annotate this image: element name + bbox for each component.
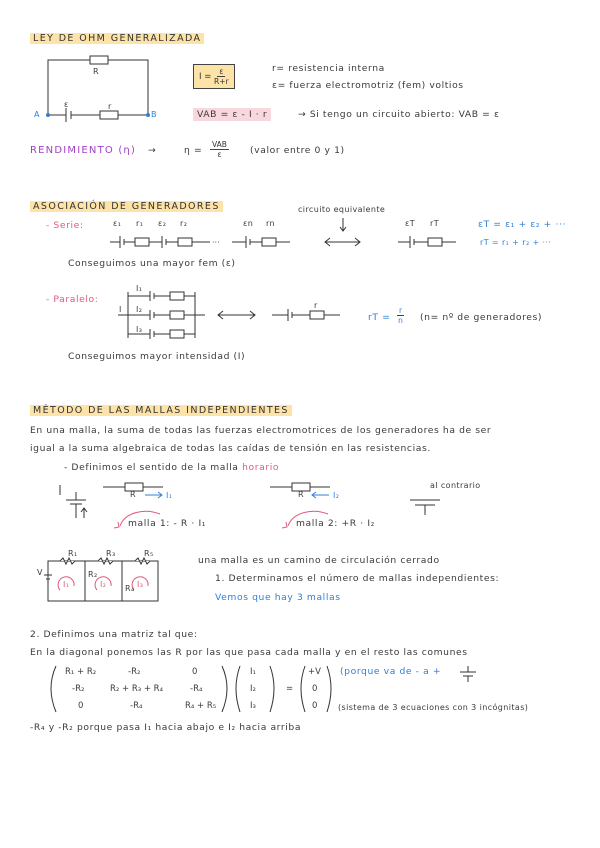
circ-R1: R₁ xyxy=(68,549,78,558)
sistema-note: (sistema de 3 ecuaciones con 3 incógnitas) xyxy=(338,703,529,712)
camino-definition: una malla es un camino de circulación cerrado xyxy=(198,555,440,566)
vector-V2: 0 xyxy=(312,684,318,694)
matrix-equals: = xyxy=(286,684,294,694)
vector-V1: +V xyxy=(308,667,321,677)
rendimiento-fraction xyxy=(210,140,229,159)
malla2-R-label: R xyxy=(298,490,304,499)
circ-I2: I₂ xyxy=(100,580,107,589)
par-eq-num: r xyxy=(399,306,403,315)
serie-e1: ε₁ xyxy=(113,219,122,228)
circ-R4: R₄ xyxy=(125,584,135,593)
resistor-R-label: R xyxy=(93,67,99,76)
matrix-r2c2: R₂ + R₃ + R₄ xyxy=(110,684,163,694)
ohm-formula-box xyxy=(193,64,235,89)
rendimiento-arrow: → xyxy=(148,145,157,156)
final-note: -R₄ y -R₂ porque pasa I₁ hacia abajo e I₂ hacia arriba xyxy=(30,722,302,733)
par-eq: rT = xyxy=(368,312,391,323)
section-title-mallas: MÉTODO DE LAS MALLAS INDEPENDIENTES xyxy=(30,405,292,416)
circ-R5: R₅ xyxy=(144,549,154,558)
par-I2: I₂ xyxy=(136,305,143,314)
par-I1: I₁ xyxy=(136,284,143,293)
vector-I3: I₃ xyxy=(250,701,256,711)
serie-rn: rn xyxy=(266,219,276,228)
eq-r-total: rT = r₁ + r₂ + ··· xyxy=(480,238,552,247)
paralelo-label: - Paralelo: xyxy=(46,294,99,305)
formula-denominator: R+r xyxy=(214,77,229,86)
vab-note: → Si tengo un circuito abierto: VAB = ε xyxy=(298,109,500,120)
paragraph-line2: igual a la suma algebraica de todas las caídas de tensión en las resistencias. xyxy=(30,443,431,454)
rendimiento-label: RENDIMIENTO (η) xyxy=(30,145,137,156)
def-internal-resistance: r= resistencia interna xyxy=(272,63,385,74)
malla1-R-label: R xyxy=(130,490,136,499)
porque-note: (porque va de - a + xyxy=(340,666,442,677)
step2-text: 2. Definimos una matriz tal que: xyxy=(30,629,198,640)
matrix-r3c3: R₄ + R₅ xyxy=(185,701,217,711)
serie-r1: r₁ xyxy=(136,219,144,228)
serie-r2: r₂ xyxy=(180,219,188,228)
serie-en: εn xyxy=(243,219,254,228)
circ-I1: I₁ xyxy=(63,580,70,589)
malla2-eq: malla 2: +R · I₂ xyxy=(296,518,375,529)
equiv-label: circuito equivalente xyxy=(298,205,386,214)
rendimiento-note: (valor entre 0 y 1) xyxy=(250,145,345,156)
formula-numerator: ε xyxy=(219,67,224,76)
svg-text:···: ··· xyxy=(212,238,220,247)
rend-denominator: ε xyxy=(217,150,222,159)
par-eq-fraction xyxy=(397,306,404,325)
matrix-r3c2: -R₄ xyxy=(130,701,143,711)
step-define-direction xyxy=(64,462,279,473)
eq-emf-total: εT = ε₁ + ε₂ + ··· xyxy=(478,219,567,230)
par-r: r xyxy=(314,301,318,310)
serie-result: Conseguimos una mayor fem (ε) xyxy=(68,258,236,269)
equiv-rT: rT xyxy=(430,219,439,228)
par-I3: I₃ xyxy=(136,325,143,334)
section-title-ohm: LEY DE OHM GENERALIZADA xyxy=(30,33,204,44)
serie-label: - Serie: xyxy=(46,220,84,231)
diagonal-note: En la diagonal ponemos las R por las que pasa cada malla y en el resto las comunes xyxy=(30,647,468,658)
step1-text: 1. Determinamos el número de mallas independientes: xyxy=(215,573,500,584)
step1-result: Vemos que hay 3 mallas xyxy=(215,592,341,603)
emf-label: ε xyxy=(64,100,69,109)
matrix-r3c1: 0 xyxy=(78,701,84,711)
section-title-asociacion: ASOCIACIÓN DE GENERADORES xyxy=(30,201,223,212)
formula-fraction xyxy=(214,67,229,86)
matrix-r2c3: -R₄ xyxy=(190,684,203,694)
paragraph-line1: En una malla, la suma de todas las fuerzas electromotrices de los generadores ha de ser xyxy=(30,425,492,436)
vector-I1: I₁ xyxy=(250,667,256,677)
matrix-r1c1: R₁ + R₂ xyxy=(65,667,97,677)
eta-symbol: η = xyxy=(184,145,203,156)
par-eq-den: n xyxy=(398,316,403,325)
step-define-horario: horario xyxy=(242,462,280,473)
matrix-r2c1: -R₂ xyxy=(72,684,85,694)
malla1-I1: I₁ xyxy=(166,491,173,500)
circ-V: V xyxy=(37,568,43,577)
vector-I2: I₂ xyxy=(250,684,256,694)
def-emf: ε= fuerza electromotriz (fem) voltios xyxy=(272,80,464,91)
malla2-I2: I₂ xyxy=(333,491,340,500)
equiv-eT: εT xyxy=(405,219,416,228)
vab-formula: VAB = ε - I · r xyxy=(193,108,271,121)
par-eq-note: (n= nº de generadores) xyxy=(420,312,543,323)
malla1-eq: malla 1: - R · I₁ xyxy=(128,518,207,529)
step-define-text: - Definimos el sentido de la malla xyxy=(64,462,239,473)
internal-r-label: r xyxy=(108,102,112,111)
matrix-r1c3: 0 xyxy=(192,667,198,677)
rend-numerator: VAB xyxy=(212,140,227,149)
circ-I3: I₃ xyxy=(137,580,144,589)
al-contrario: al contrario xyxy=(430,481,481,490)
node-b-label: B xyxy=(151,110,157,119)
node-a-label: A xyxy=(34,110,40,119)
par-I: I xyxy=(119,305,122,314)
circ-R3: R₃ xyxy=(106,549,116,558)
vector-V3: 0 xyxy=(312,701,318,711)
matrix-r1c2: -R₂ xyxy=(128,667,141,677)
serie-e2: ε₂ xyxy=(158,219,167,228)
circ-R2: R₂ xyxy=(88,570,98,579)
paralelo-result: Conseguimos mayor intensidad (I) xyxy=(68,351,246,362)
formula-lhs: I = xyxy=(199,72,212,82)
